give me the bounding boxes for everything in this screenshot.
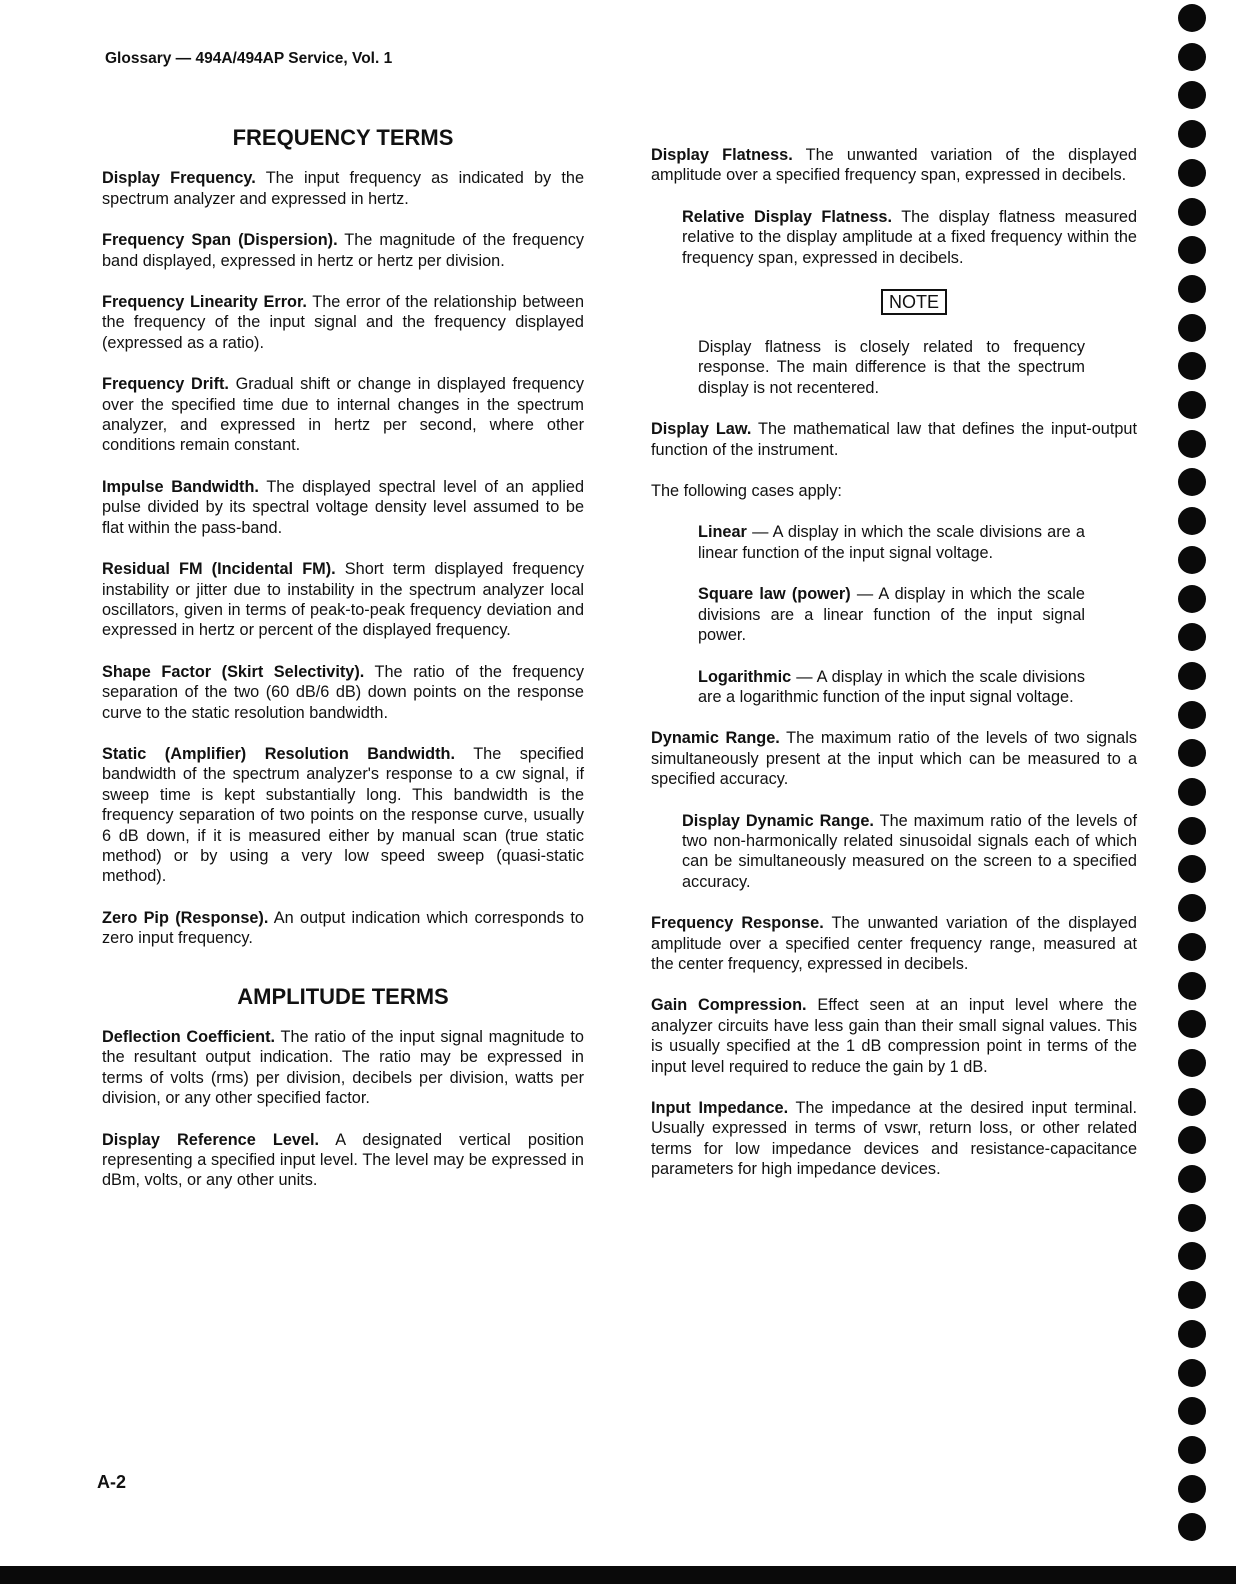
binding-hole — [1178, 701, 1206, 729]
binding-hole — [1178, 739, 1206, 767]
binding-hole — [1178, 507, 1206, 535]
binding-hole — [1178, 778, 1206, 806]
binding-hole — [1178, 1165, 1206, 1193]
note-label: NOTE — [881, 289, 947, 315]
binding-hole — [1178, 1088, 1206, 1116]
binding-hole — [1178, 894, 1206, 922]
binding-hole — [1178, 159, 1206, 187]
binding-hole — [1178, 236, 1206, 264]
binding-hole — [1178, 43, 1206, 71]
binding-hole — [1178, 352, 1206, 380]
binding-hole — [1178, 1049, 1206, 1077]
binding-hole — [1178, 468, 1206, 496]
entry-zero-pip: Zero Pip (Response). An output indication which corresponds to zero input frequency. — [102, 908, 584, 948]
binding-hole — [1178, 198, 1206, 226]
page-header: Glossary — 494A/494AP Service, Vol. 1 — [105, 50, 393, 67]
binding-hole — [1178, 855, 1206, 883]
binding-hole — [1178, 1475, 1206, 1503]
binding-hole — [1178, 314, 1206, 342]
entry-display-law: Display Law. The mathematical law that defines the input-output function of the instrument. — [651, 420, 1137, 459]
entry-residual-fm: Residual FM (Incidental FM). Short term displayed frequency instability or jitter due to instability in the spectrum analyzer local oscillators, given in terms of peak-to-peak frequency deviation and expressed in hertz or percent of the displayed frequency. — [102, 560, 584, 640]
entry-logarithmic: Logarithmic — A display in which the scale divisions are a logarithmic function of the input signal voltage. — [698, 667, 1085, 706]
binding-hole — [1178, 81, 1206, 109]
binding-hole — [1178, 933, 1206, 961]
entry-relative-display-flatness: Relative Display Flatness. The display flatness measured relative to the display amplitude at a fixed frequency within the frequency span, expressed in decibels. — [682, 207, 1137, 267]
binding-hole — [1178, 817, 1206, 845]
amplitude-terms-heading: AMPLITUDE TERMS — [237, 983, 449, 1009]
entry-impulse-bandwidth: Impulse Bandwidth. The displayed spectral level of an applied pulse divided by its spectral voltage density level assumed to be flat within the pass-band. — [102, 477, 585, 537]
entry-display-frequency: Display Frequency. The input frequency as indicated by the spectrum analyzer and expressed in hertz. — [102, 169, 584, 208]
binding-hole — [1178, 1436, 1206, 1464]
right-column — [651, 145, 1137, 1201]
left-column — [102, 125, 585, 1212]
binding-hole — [1178, 1320, 1206, 1348]
cases-intro: The following cases apply: — [651, 482, 842, 501]
entry-frequency-response: Frequency Response. The unwanted variation of the displayed amplitude over a specified center frequency range, measured at the center frequency, expressed in decibels. — [651, 914, 1137, 973]
binding-hole — [1178, 623, 1206, 651]
note-container — [651, 289, 1137, 315]
scan-edge-bar — [0, 1566, 1236, 1584]
entry-linear: Linear — A display in which the scale divisions are a linear function of the input signal voltage. — [698, 523, 1085, 562]
entry-display-reference-level: Display Reference Level. A designated vertical position representing a specified input level. The level may be expressed in dBm, volts, or any other units. — [102, 1130, 584, 1190]
binding-hole — [1178, 430, 1206, 458]
binding-hole — [1178, 1010, 1206, 1038]
entry-frequency-span: Frequency Span (Dispersion). The magnitude of the frequency band displayed, expressed in hertz or hertz per division. — [102, 231, 584, 270]
binding-hole — [1178, 1281, 1206, 1309]
binding-hole — [1178, 120, 1206, 148]
frequency-terms-heading: FREQUENCY TERMS — [232, 125, 454, 150]
entry-display-dynamic-range: Display Dynamic Range. The maximum ratio of the levels of two non-harmonically related sinusoidal signals each of which can be simultaneously measured on the screen to a specified accuracy. — [682, 811, 1137, 891]
binding-hole — [1178, 1204, 1206, 1232]
binding-hole — [1178, 546, 1206, 574]
entry-frequency-linearity-error: Frequency Linearity Error. The error of the relationship between the frequency of the input signal and the frequency displayed (expressed as a ratio). — [102, 293, 584, 352]
binding-hole — [1178, 391, 1206, 419]
binding-hole — [1178, 4, 1206, 32]
page-number: A-2 — [97, 1472, 127, 1492]
entry-deflection-coefficient: Deflection Coefficient. The ratio of the input signal magnitude to the resultant output indication. The ratio may be expressed in terms of volts (rms) per division, decibels per division, watts per division, or any other specified factor. — [102, 1028, 584, 1108]
entry-frequency-drift: Frequency Drift. Gradual shift or change in displayed frequency over the specified time due to internal changes in the spectrum analyzer, and expressed in hertz per second, where other conditions remain constant. — [102, 375, 584, 455]
binding-holes — [1178, 0, 1208, 1584]
entry-square-law: Square law (power) — A display in which the scale divisions are a linear function of the input signal power. — [698, 585, 1085, 645]
entry-dynamic-range: Dynamic Range. The maximum ratio of the levels of two signals simultaneously present at the input which can be measured to a specified accuracy. — [651, 729, 1137, 789]
entry-shape-factor: Shape Factor (Skirt Selectivity). The ratio of the frequency separation of the two (60 dB/6 dB) down points on the response curve to the static resolution bandwidth. — [102, 662, 584, 722]
entry-input-impedance: Input Impedance. The impedance at the desired input terminal. Usually expressed in terms of vswr, return loss, or other related terms for low impedance devices and resistance-capacitance parameters for high impedance devices. — [651, 1099, 1138, 1179]
binding-hole — [1178, 1513, 1206, 1541]
binding-hole — [1178, 662, 1206, 690]
binding-hole — [1178, 1397, 1206, 1425]
binding-hole — [1178, 1359, 1206, 1387]
binding-hole — [1178, 1126, 1206, 1154]
binding-hole — [1178, 972, 1206, 1000]
binding-hole — [1178, 275, 1206, 303]
binding-hole — [1178, 1242, 1206, 1270]
note-text: Display flatness is closely related to frequency response. The main difference is that the spectrum display is not recentered. — [698, 338, 1085, 397]
entry-display-flatness: Display Flatness. The unwanted variation of the displayed amplitude over a specified frequency span, expressed in decibels. — [651, 146, 1137, 185]
binding-hole — [1178, 585, 1206, 613]
entry-gain-compression: Gain Compression. Effect seen at an input level where the analyzer circuits have less gain than their small signal values. This is usually specified at the 1 dB compression point in terms of the input level required to reduce the gain by 1 dB. — [651, 996, 1137, 1076]
entry-static-resolution-bandwidth: Static (Amplifier) Resolution Bandwidth. The specified bandwidth of the spectrum analyzer's response to a cw signal, if sweep time is kept substantially long. This bandwidth is the frequency separation of two points on the response curve, usually 6 dB down, if it is measured either by manual scan (true static method) or by using a very low speed sweep (quasi-static method). — [102, 744, 584, 886]
